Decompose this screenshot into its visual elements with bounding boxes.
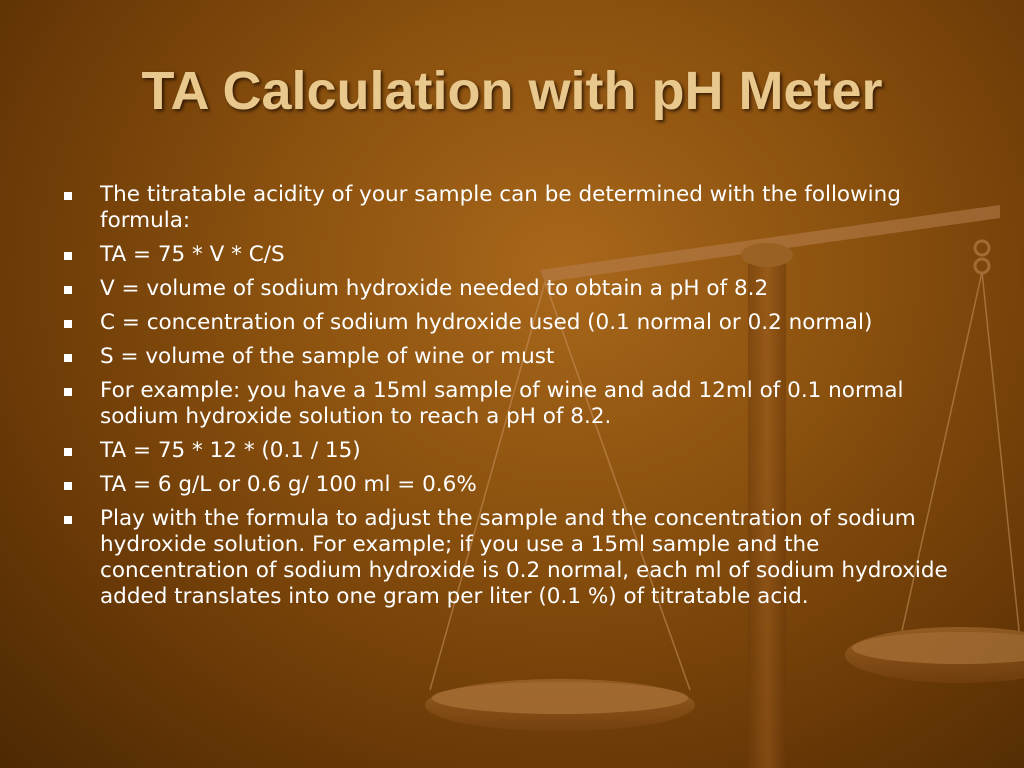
bullet-item-s-definition xyxy=(62,344,967,370)
bullet-text: Play with the formula to adjust the sample and the concentration of sodium hydroxide solution. For example; if you use a 15ml sample and the concentration of sodium hydroxide is 0.2 normal, each ml of sodium hydroxide added translates into one gram per liter (0.1 %) of titratable acid. xyxy=(100,506,948,609)
bullet-text: For example: you have a 15ml sample of wine and add 12ml of 0.1 normal sodium hydroxide solution to reach a pH of 8.2. xyxy=(100,378,904,429)
bullet-text: TA = 75 * 12 * (0.1 / 15) xyxy=(100,438,361,463)
bullet-item-example-result xyxy=(62,472,967,498)
slide-title: TA Calculation with pH Meter xyxy=(141,61,883,121)
bullet-text: The titratable acidity of your sample can be determined with the following formula: xyxy=(100,182,901,233)
square-bullet-icon xyxy=(64,192,72,200)
square-bullet-icon xyxy=(64,320,72,328)
bullet-list xyxy=(62,182,967,618)
bullet-item-formula xyxy=(62,242,967,268)
bullet-item-v-definition xyxy=(62,276,967,302)
bullet-item-play-with-formula xyxy=(62,506,967,610)
bullet-text: S = volume of the sample of wine or must xyxy=(100,344,555,369)
square-bullet-icon xyxy=(64,448,72,456)
square-bullet-icon xyxy=(64,388,72,396)
bullet-item-example xyxy=(62,378,967,430)
square-bullet-icon xyxy=(64,516,72,524)
bullet-item-intro xyxy=(62,182,967,234)
bullet-text: C = concentration of sodium hydroxide used (0.1 normal or 0.2 normal) xyxy=(100,310,873,335)
square-bullet-icon xyxy=(64,252,72,260)
bullet-text: TA = 75 * V * C/S xyxy=(100,242,285,267)
bullet-item-example-formula xyxy=(62,438,967,464)
square-bullet-icon xyxy=(64,482,72,490)
bullet-text: TA = 6 g/L or 0.6 g/ 100 ml = 0.6% xyxy=(100,472,477,497)
square-bullet-icon xyxy=(64,286,72,294)
bullet-item-c-definition xyxy=(62,310,967,336)
bullet-text: V = volume of sodium hydroxide needed to obtain a pH of 8.2 xyxy=(100,276,769,301)
square-bullet-icon xyxy=(64,354,72,362)
